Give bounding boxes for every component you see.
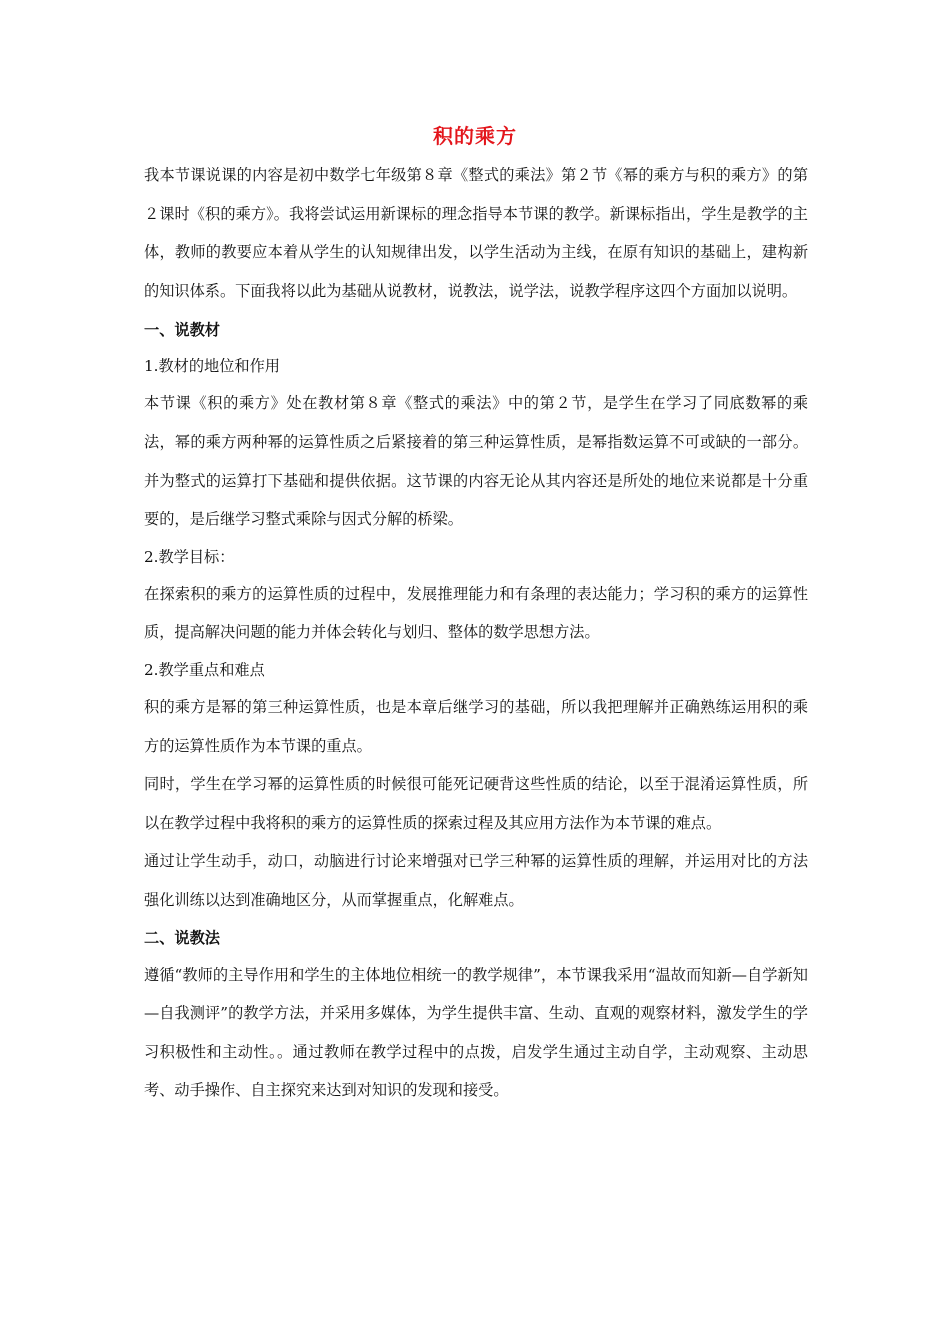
document-title: 积的乘方 <box>433 124 517 148</box>
paragraph-teaching-method: 遵循“教师的主导作用和学生的主体地位相统一的教学规律”，本节课我采用“温故而知新—自学新知—自我测评”的教学方法，并采用多媒体，为学生提供丰富、生动、直观的观察材料，激发学生的学习积极性和主动性。。通过教师在教学过程中的点拨，启发学生通过主动自学，主动观察、主动思考、动手操作、自主探究来达到对知识的发现和接受。 <box>144 965 808 1100</box>
subheading-position-role: 1.教材的地位和作用 <box>144 357 280 376</box>
subheading-key-difficult-points: 2.教学重点和难点 <box>144 660 265 679</box>
paragraph-resolve-difficulties: 通过让学生动手，动口，动脑进行讨论来增强对已学三种幂的运算性质的理解，并运用对比的方法强化训练以达到准确地区分，从而掌握重点，化解难点。 <box>144 852 808 909</box>
paragraph-difficult-points: 同时，学生在学习幂的运算性质的时候很可能死记硬背这些性质的结论，以至于混淆运算性质，所以在教学过程中我将积的乘方的运算性质的探索过程及其应用方法作为本节课的难点。 <box>144 775 808 832</box>
subheading-teaching-goals: 2.教学目标： <box>144 547 235 566</box>
paragraph-position-role: 本节课《积的乘方》处在教材第８章《整式的乘法》中的第２节，是学生在学习了同底数幂的乘法，幂的乘方两种幂的运算性质之后紧接着的第三种运算性质，是幂指数运算不可或缺的一部分。并为整式的运算打下基础和提供依据。这节课的内容无论从其内容还是所处的地位来说都是十分重要的，是后继学习整式乘除与因式分解的桥梁。 <box>144 394 808 529</box>
paragraph-key-points: 积的乘方是幂的第三种运算性质，也是本章后继学习的基础，所以我把理解并正确熟练运用积的乘方的运算性质作为本节课的重点。 <box>144 697 808 755</box>
section-heading-teaching-method: 二、说教法 <box>144 928 220 947</box>
paragraph-teaching-goals: 在探索积的乘方的运算性质的过程中，发展推理能力和有条理的表达能力；学习积的乘方的运算性质，提高解决问题的能力并体会转化与划归、整体的数学思想方法。 <box>144 584 808 642</box>
document-body <box>144 156 808 1110</box>
section-heading-textbook: 一、说教材 <box>144 321 220 340</box>
intro-paragraph: 我本节课说课的内容是初中数学七年级第８章《整式的乘法》第２节《幂的乘方与积的乘方》的第２课时《积的乘方》。我将尝试运用新课标的理念指导本节课的教学。新课标指出，学生是教学的主体，教师的教要应本着从学生的认知规律出发，以学生活动为主线，在原有知识的基础上，建构新的知识体系。下面我将以此为基础从说教材，说教法，说学法，说教学程序这四个方面加以说明。 <box>144 166 808 300</box>
